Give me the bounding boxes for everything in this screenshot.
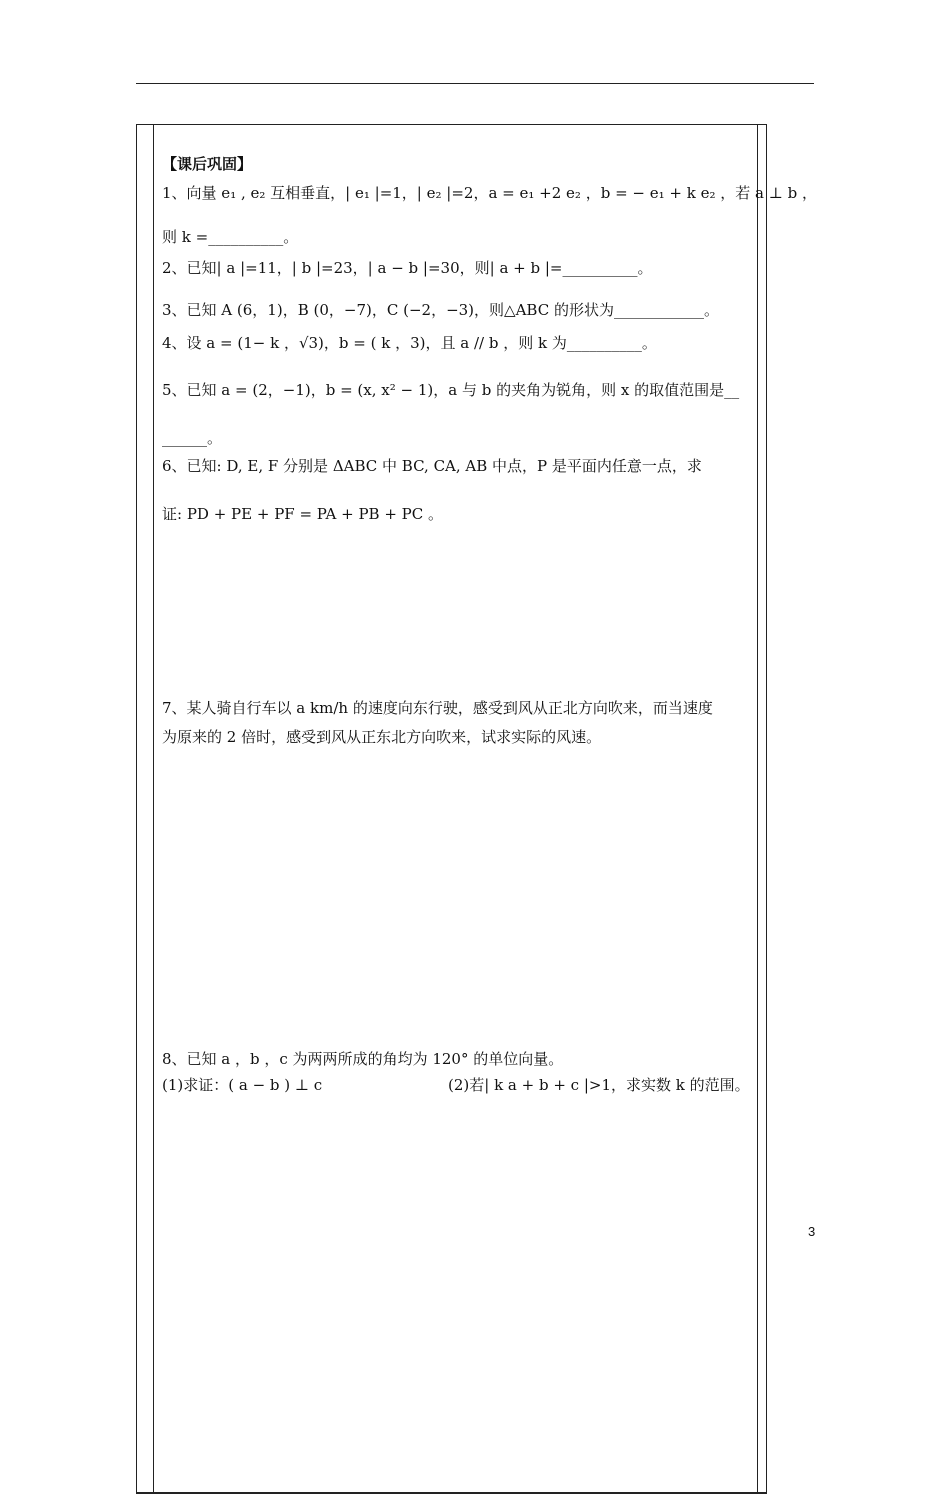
question-6-line-2: 证: PD + PE + PF = PA + PB + PC 。 [162,505,444,523]
question-2: 2、已知| a |=11，| b |=23，| a − b |=30，则| a + b |=__________。 [162,259,653,277]
question-1-line-1: 1、向量 e₁ , e₂ 互相垂直，| e₁ |=1，| e₂ |=2，a = e₁ +2 e₂ ，b = − e₁ + k e₂ ，若 a ⊥ b ， [162,184,817,202]
question-3: 3、已知 A (6，1)，B (0，−7)，C (−2，−3)，则△ABC 的形状为____________。 [162,301,719,319]
header-rule [136,83,814,84]
question-5-line-2: ______。 [162,429,223,447]
frame-inner-left-border [153,124,154,1494]
page-number: 3 [808,1224,816,1239]
question-5-line-1: 5、已知 a = (2，−1)，b = (x, x² − 1)，a 与 b 的夹角为锐角，则 x 的取值范围是__ [162,381,740,399]
question-8-line-1: 8、已知 a ，b ，c 为两两所成的角均为 120° 的单位向量。 [162,1050,564,1068]
question-8-part-1: (1)求证：( a − b ) ⊥ c [162,1076,323,1094]
question-7-line-1: 7、某人骑自行车以 a km/h 的速度向东行驶，感受到风从正北方向吹来，而当速度 [162,699,713,717]
question-7-line-2: 为原来的 2 倍时，感受到风从正东北方向吹来，试求实际的风速。 [162,728,602,746]
worksheet-frame [136,124,767,1494]
question-1-line-2: 则 k =__________。 [162,228,299,246]
question-6-line-1: 6、已知: D, E, F 分别是 ΔABC 中 BC, CA, AB 中点，P 是平面内任意一点，求 [162,457,702,475]
frame-inner-right-border [757,124,758,1494]
question-4: 4、设 a = (1− k ，√3)，b = ( k ，3)，且 a // b ，则 k 为__________。 [162,334,657,352]
frame-bottom-border [136,1492,767,1493]
question-8-part-2: (2)若| k a + b + c |>1，求实数 k 的范围。 [448,1076,750,1094]
section-title: 【课后巩固】 [162,155,253,173]
